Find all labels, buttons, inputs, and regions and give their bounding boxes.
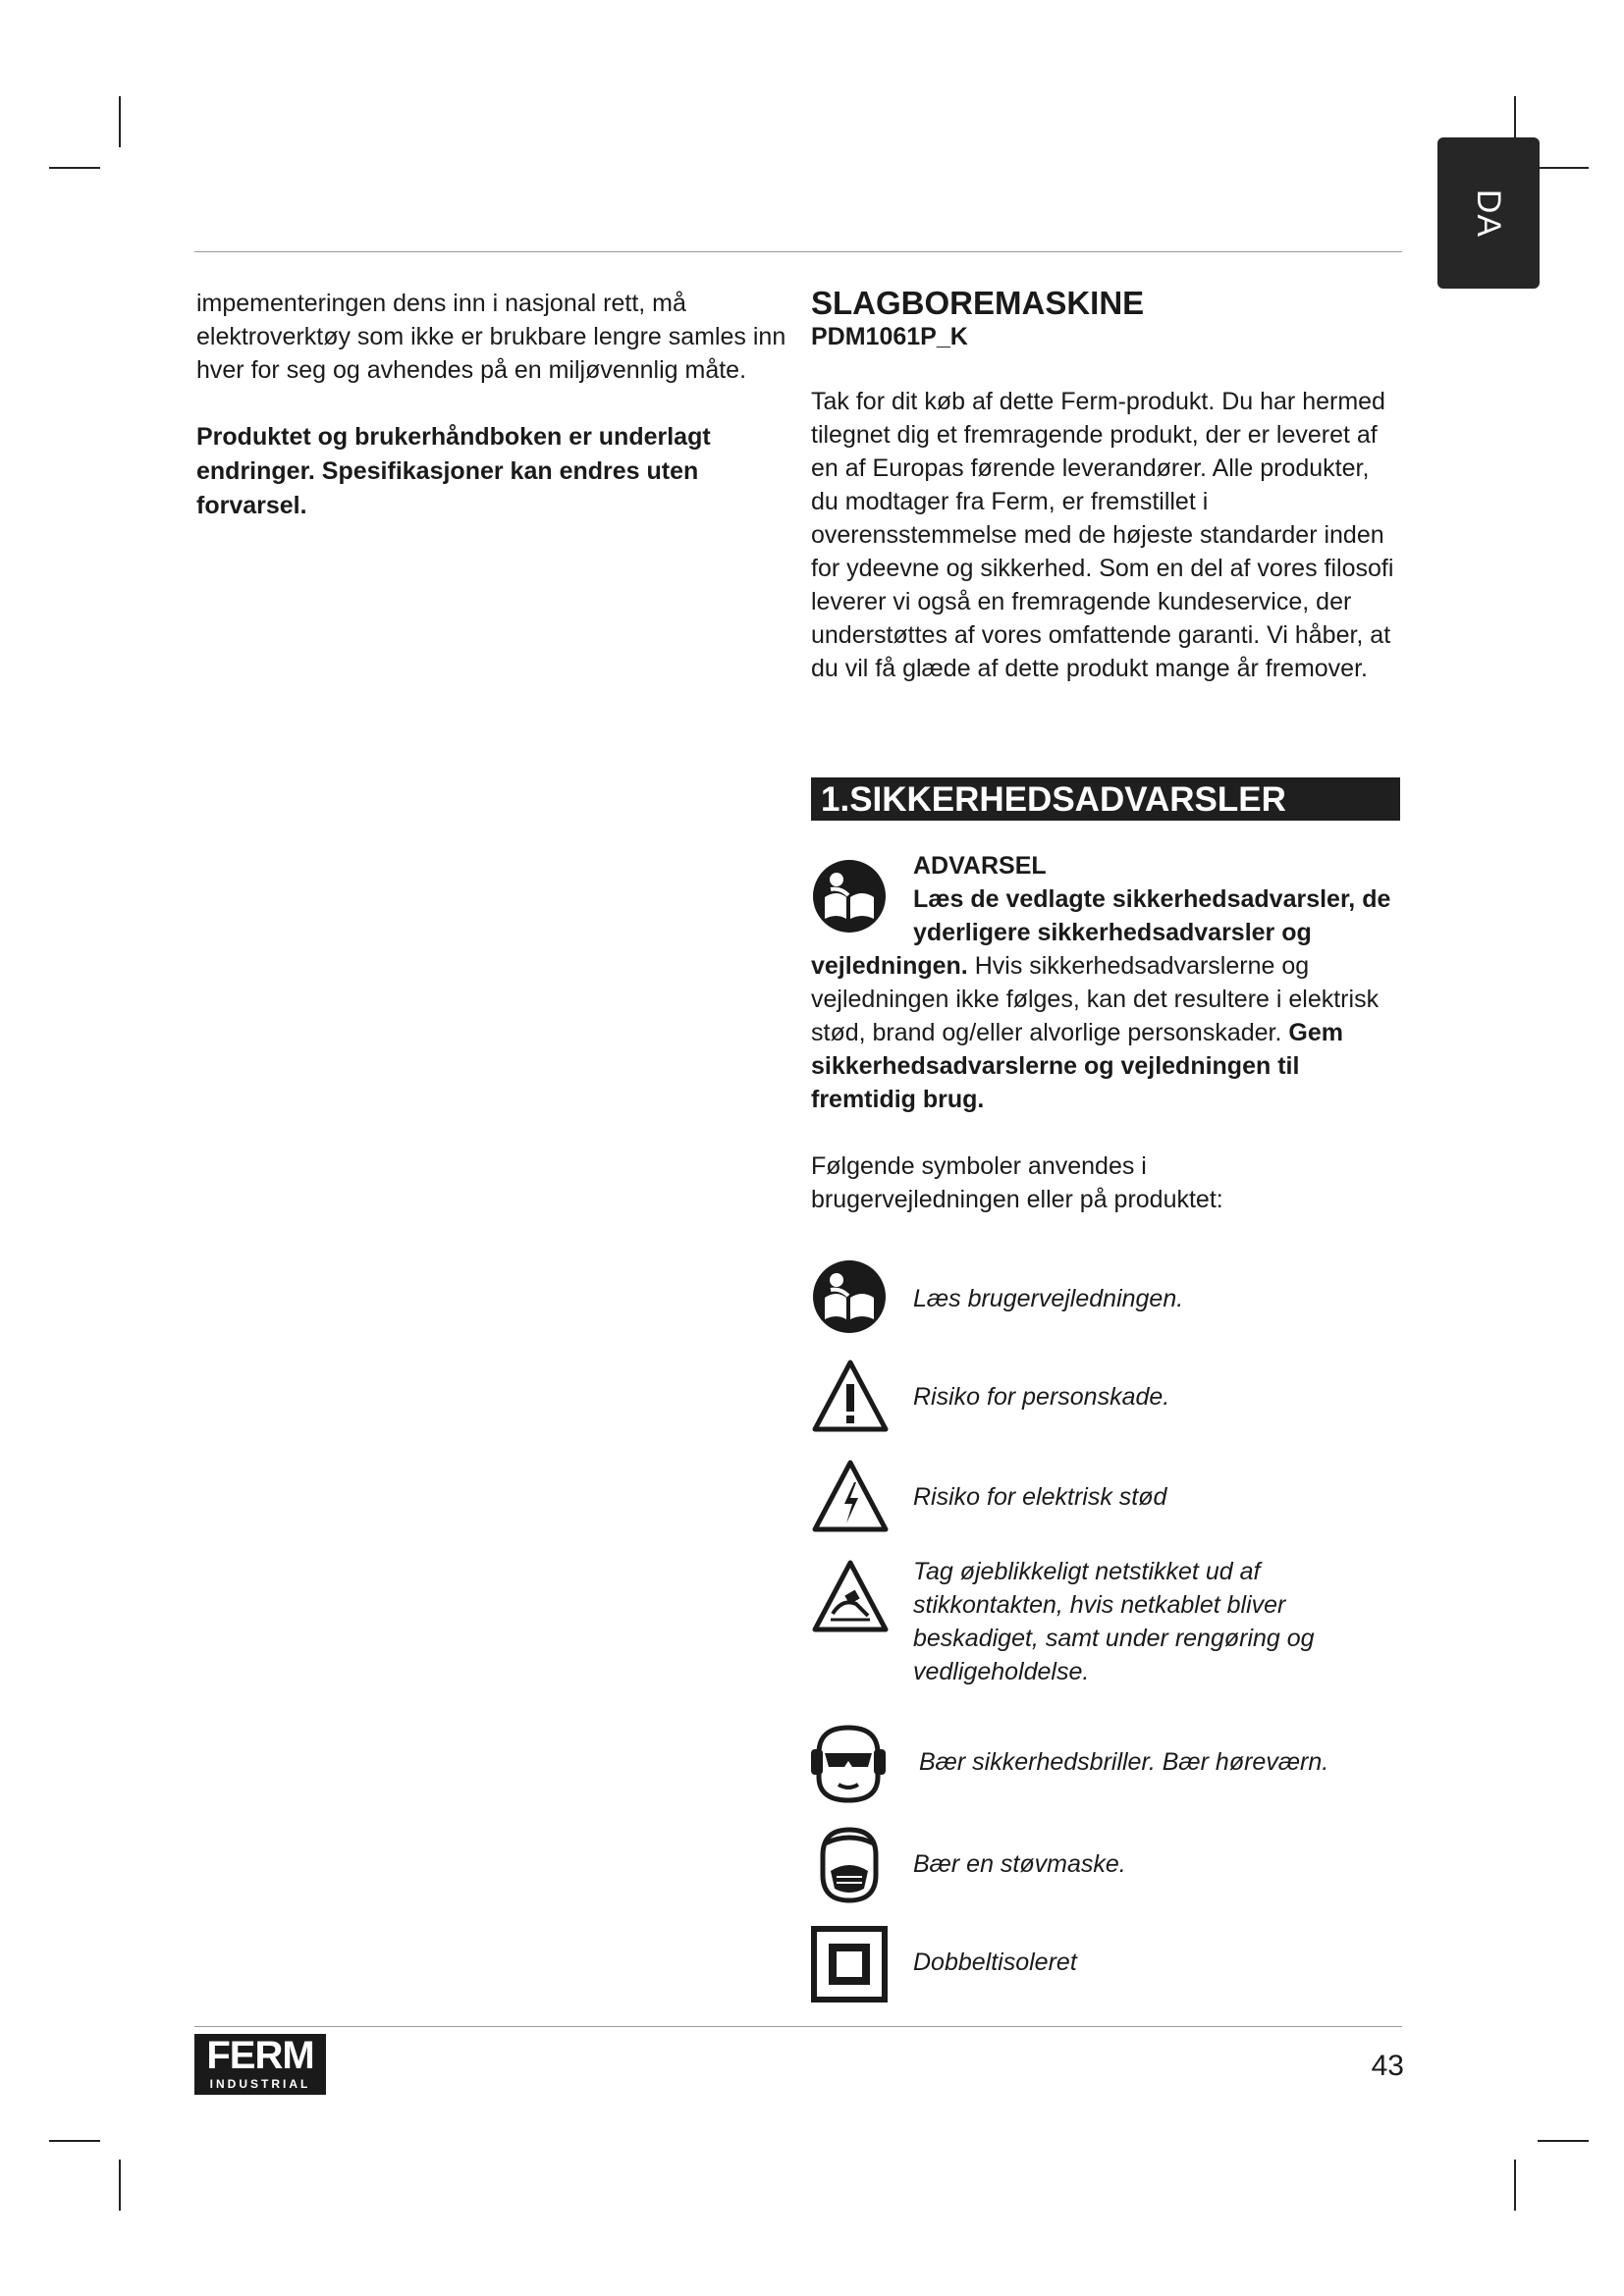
footer-rule (194, 2026, 1402, 2027)
warning-block (811, 850, 1404, 1216)
disposal-paragraph: impementeringen dens inn i nasjonal rett, må elektroverktøy som ikke er brukbare lengre samles inn hver for seg og avhendes på en miljøvennlig måte. (196, 290, 786, 384)
warning-triangle-icon (811, 1359, 890, 1433)
language-tab (1437, 137, 1540, 289)
crop-mark (49, 2140, 100, 2142)
page-number: 43 (1371, 2050, 1404, 2082)
header-rule (194, 251, 1402, 252)
warning-bold-text: Læs de vedlagte sikkerhedsadvarsler, de yderligere sikkerhedsadvarsler og vejledningen. (811, 885, 1391, 980)
product-title: SLAGBOREMASKINE (811, 285, 1145, 321)
symbol-row (811, 1258, 1404, 1337)
symbol-text: Dobbeltisoleret (913, 1949, 1077, 1976)
symbol-text: Tag øjeblikkeligt netstikket ud af stikkontakten, hvis netkablet bliver beskadiget, samt under rengøring og vedligeholdelse. (913, 1558, 1315, 1685)
crop-mark (119, 2160, 121, 2211)
intro-paragraph: Tak for dit køb af dette Ferm-produkt. Du har hermed tilegnet dig et fremragende produkt, der er leveret af en af Europas førende leverandører. Alle produkter, du modtager fra Ferm, er fremstillet i overensstemmelse med de højeste standarder inden for ydeevne og sikkerhed. Som en del af vores filosofi leverer vi også en fremragende kundeservice, der understøttes af vores omfattende garanti. Vi håber, at du vil få glæde af dette produkt mange år fremover. (811, 388, 1394, 682)
warning-bold-end: Gem sikkerhedsadvarslerne og vejledningen til fremtidig brug. (811, 1019, 1343, 1113)
symbol-row (811, 1555, 1404, 1692)
symbol-row (811, 1826, 1404, 1904)
crop-mark (119, 96, 121, 147)
electric-shock-icon (811, 1459, 890, 1533)
unplug-icon (811, 1559, 890, 1633)
icon-spacer (811, 882, 913, 949)
symbol-text: Læs brugervejledningen. (913, 1285, 1184, 1312)
double-insulation-icon (811, 1926, 888, 2002)
right-column (811, 285, 1400, 685)
symbol-row (811, 1926, 1404, 2004)
symbol-text: Bær en støvmaske. (913, 1850, 1126, 1878)
warning-label: ADVARSEL (913, 852, 1047, 880)
crop-mark (1514, 2160, 1516, 2211)
goggles-ear-protection-icon (811, 1724, 886, 1804)
language-code: DA (1470, 188, 1508, 238)
ferm-logo (194, 2034, 326, 2095)
logo-main-text: FERM (206, 2034, 314, 2077)
crop-mark (1538, 167, 1589, 169)
left-column (196, 287, 795, 523)
section-heading-bar (811, 777, 1400, 821)
symbol-text: Bær sikkerhedsbriller. Bær høreværn. (919, 1748, 1329, 1776)
symbol-row (811, 1359, 1404, 1437)
product-model: PDM1061P_K (811, 323, 968, 350)
crop-mark (1538, 2140, 1589, 2142)
symbol-text: Risiko for personskade. (913, 1383, 1170, 1411)
warning-text: Hvis sikkerhedsadvarslerne og vejledningen ikke følges, kan det resultere i elektrisk stød, brand og/eller alvorlige personskader. (811, 952, 1380, 1046)
read-manual-icon (811, 1258, 888, 1335)
section-heading: 1.SIKKERHEDSADVARSLER (821, 780, 1286, 819)
dust-mask-icon (817, 1826, 882, 1904)
logo-sub-text: INDUSTRIAL (209, 2077, 311, 2091)
symbol-row (811, 1724, 1404, 1806)
change-notice: Produktet og brukerhåndboken er underlagt endringer. Spesifikasjoner kan endres uten forvarsel. (196, 423, 711, 519)
crop-mark (49, 167, 100, 169)
symbol-text: Risiko for elektrisk stød (913, 1483, 1167, 1511)
warning-body (811, 882, 1404, 1116)
symbols-intro: Følgende symboler anvendes i brugervejledningen eller på produktet: (811, 1152, 1223, 1213)
symbol-row (811, 1459, 1404, 1537)
